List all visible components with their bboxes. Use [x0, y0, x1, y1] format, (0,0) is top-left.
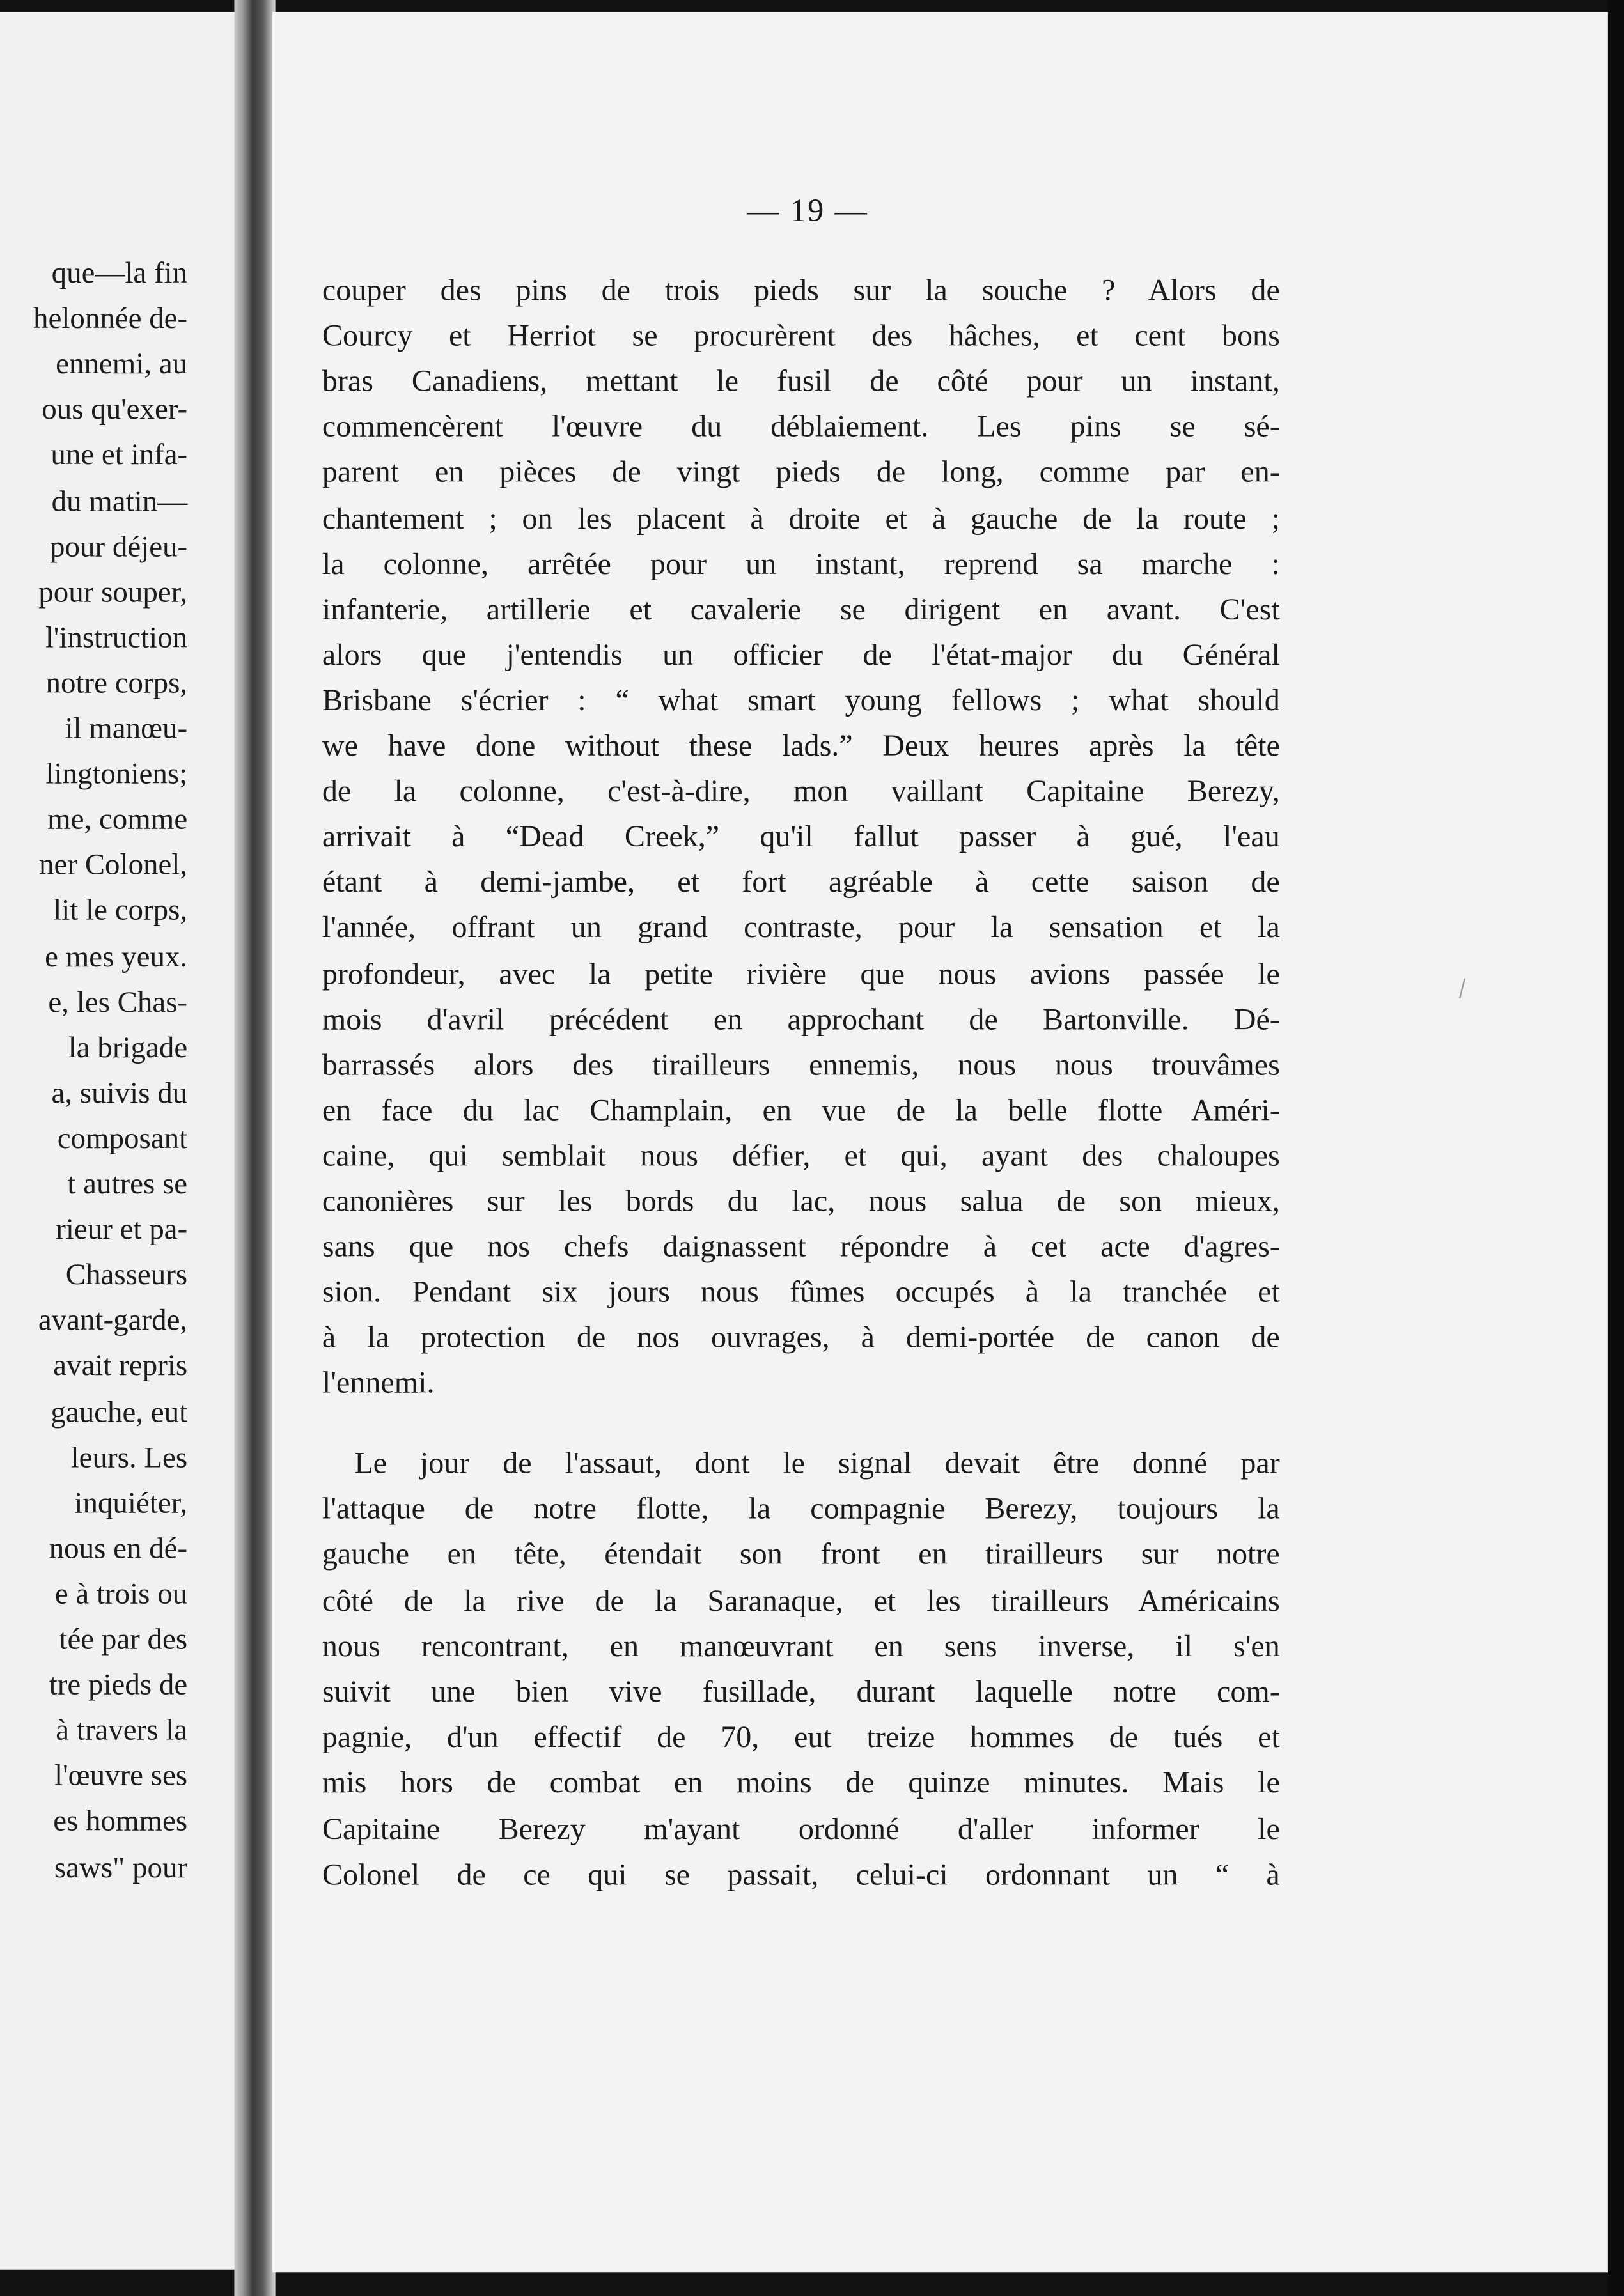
text-line: pagnie, d'un effectif de 70, eut treize hommes de tués et [322, 1719, 1280, 1755]
text-line: we have done without these lads.” Deux heures après la tête [322, 727, 1280, 763]
text-line: canonières sur les bords du lac, nous salua de son mieux, [322, 1183, 1280, 1218]
left-page-line: lit le corps, [53, 895, 188, 927]
text-line: alors que j'entendis un officier de l'état-major du Général [322, 637, 1280, 672]
left-page-line: l'instruction [45, 622, 188, 655]
text-line: sans que nos chefs daignassent répondre à cet acte d'agres- [322, 1229, 1280, 1264]
text-line: étant à demi-jambe, et fort agréable à cette saison de [322, 864, 1280, 900]
text-line: parent en pièces de vingt pieds de long, comme par en- [322, 454, 1280, 490]
text-line: sion. Pendant six jours nous fûmes occupés à la tranchée et [322, 1274, 1280, 1310]
text-line: bras Canadiens, mettant le fusil de côté pour un instant, [322, 363, 1280, 399]
text-line: infanterie, artillerie et cavalerie se dirigent en avant. C'est [322, 591, 1280, 626]
text-line: Colonel de ce qui se passait, celui-ci ordonnant un “ à [322, 1856, 1280, 1892]
left-page [0, 12, 237, 2269]
text-line: l'ennemi. [322, 1365, 435, 1400]
left-page-line: tre pieds de [49, 1669, 188, 1702]
left-page-line: leurs. Les [70, 1441, 188, 1474]
text-line: gauche en tête, étendait son front en tirailleurs sur notre [322, 1536, 1280, 1572]
text-line: mis hors de combat en moins de quinze minutes. Mais le [322, 1765, 1280, 1801]
left-page-line: Chasseurs [65, 1259, 188, 1292]
text-line: l'année, offrant un grand contraste, pour la sensation et la [322, 910, 1280, 945]
left-page-line: me, comme [47, 804, 188, 837]
left-page-line: gauche, eut [51, 1396, 188, 1429]
left-page-line: notre corps, [45, 667, 188, 700]
left-page-line: e mes yeux. [45, 940, 188, 973]
left-page-line: ennemi, au [56, 348, 188, 382]
left-page-line: lingtoniens; [45, 758, 188, 791]
text-line: profondeur, avec la petite rivière que nous avions passée le [322, 955, 1280, 991]
left-page-line: tée par des [59, 1624, 188, 1656]
page-number: — 19 — [747, 192, 869, 229]
text-line: chantement ; on les placent à droite et à gauche de la route ; [322, 500, 1280, 536]
left-page-line: avait repris [53, 1351, 188, 1383]
text-line: Courcy et Herriot se procurèrent des hâches, et cent bons [322, 318, 1280, 353]
text-line: l'attaque de notre flotte, la compagnie Berezy, toujours la [322, 1491, 1280, 1526]
left-page-line: nous en dé- [49, 1533, 188, 1565]
text-line: mois d'avril précédent en approchant de Bartonville. Dé- [322, 1000, 1280, 1036]
left-page-line: a, suivis du [51, 1077, 188, 1110]
left-page-line: la brigade [68, 1032, 188, 1064]
left-page-line: e, les Chas- [48, 986, 188, 1019]
text-line: arrivait à “Dead Creek,” qu'il fallut passer à gué, l'eau [322, 818, 1280, 854]
left-page-line: pour souper, [38, 576, 188, 609]
page-edge [1608, 0, 1624, 2296]
text-line: commencèrent l'œuvre du déblaiement. Les pins se sé- [322, 408, 1280, 444]
text-line: nous rencontrant, en manœuvrant en sens inverse, il s'en [322, 1627, 1280, 1663]
text-line: Brisbane s'écrier : “ what smart young fellows ; what should [322, 682, 1280, 718]
left-page-line: rieur et pa- [56, 1214, 188, 1246]
text-line: suivit une bien vive fusillade, durant laquelle notre com- [322, 1673, 1280, 1709]
left-page-line: pour déjeu- [50, 531, 188, 564]
left-page-line: e à trois ou [54, 1578, 188, 1611]
left-page-line: t autres se [67, 1168, 188, 1201]
left-page-line: une et infa- [51, 440, 188, 472]
text-line: couper des pins de trois pieds sur la souche ? Alors de [322, 272, 1280, 308]
left-page-line: du matin— [51, 485, 188, 518]
left-page-line: ner Colonel, [39, 849, 188, 882]
left-page-line: ous qu'exer- [42, 394, 188, 427]
text-line: barrassés alors des tirailleurs ennemis, nous nous trouvâmes [322, 1046, 1280, 1082]
book-gutter [234, 0, 275, 2296]
left-page-line: que—la fin [51, 258, 188, 290]
left-page-line: saws" pour [54, 1851, 188, 1884]
left-page-line: composant [57, 1122, 188, 1156]
text-line: de la colonne, c'est-à-dire, mon vaillant Capitaine Berezy, [322, 773, 1280, 809]
left-page-line: inquiéter, [74, 1487, 188, 1520]
text-line: Le jour de l'assaut, dont le signal devait être donné par [354, 1445, 1280, 1480]
left-page-line: l'œuvre ses [54, 1760, 188, 1793]
text-line: Capitaine Berezy m'ayant ordonné d'aller informer le [322, 1810, 1280, 1846]
left-page-line: avant-garde, [38, 1305, 188, 1338]
left-page-line: il manœu- [65, 713, 188, 746]
left-page-line: helonnée de- [33, 303, 188, 336]
text-line: côté de la rive de la Saranaque, et les tirailleurs Américains [322, 1582, 1280, 1618]
text-line: à la protection de nos ouvrages, à demi-portée de canon de [322, 1319, 1280, 1355]
text-line: en face du lac Champlain, en vue de la belle flotte Améri- [322, 1092, 1280, 1128]
left-page-line: es hommes [53, 1806, 188, 1838]
left-page-line: à travers la [56, 1714, 188, 1748]
text-line: la colonne, arrêtée pour un instant, reprend sa marche : [322, 545, 1280, 581]
text-line: caine, qui semblait nous défier, et qui, ayant des chaloupes [322, 1137, 1280, 1173]
